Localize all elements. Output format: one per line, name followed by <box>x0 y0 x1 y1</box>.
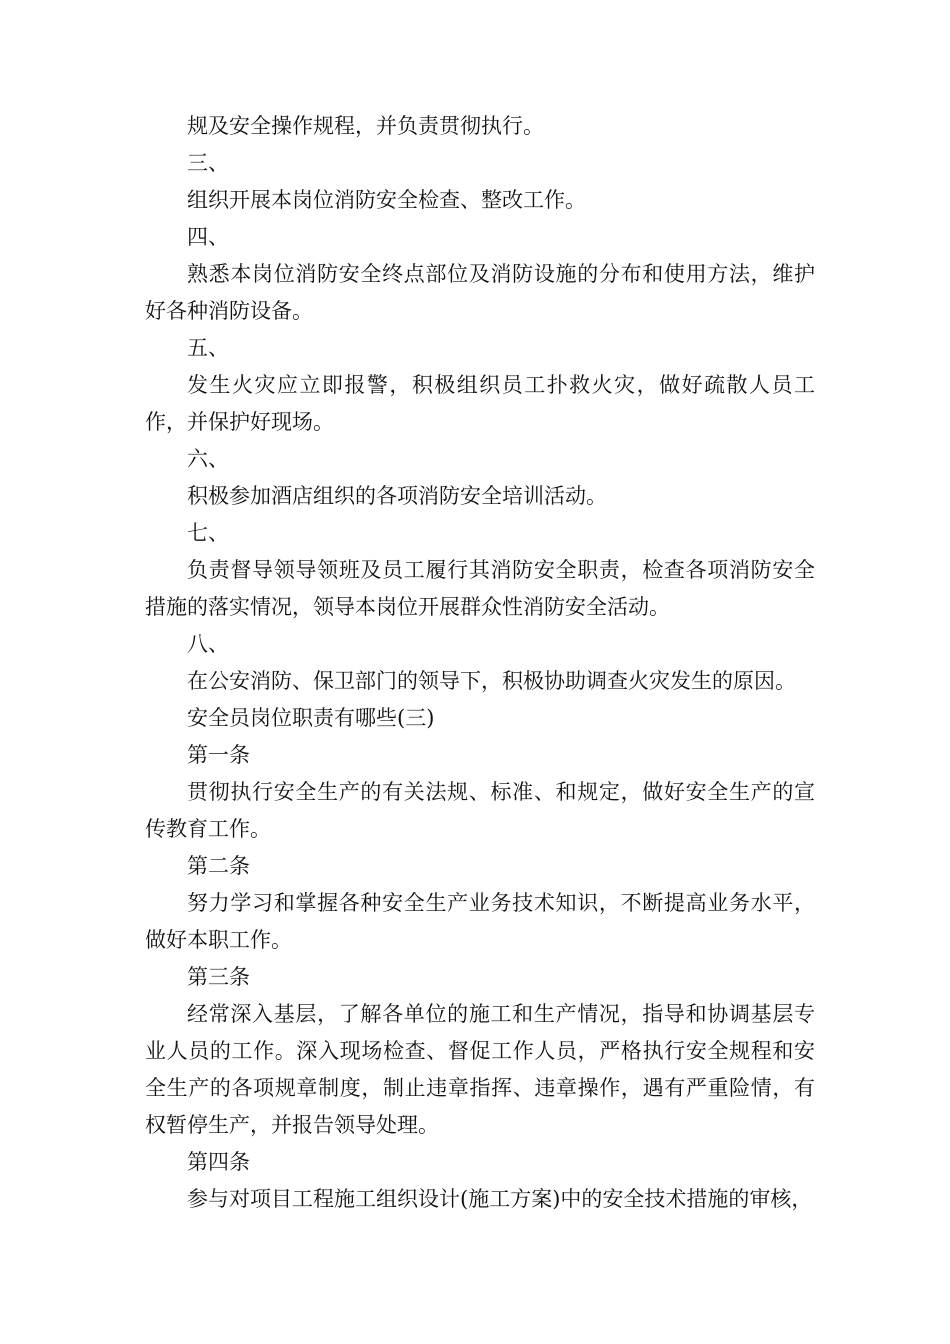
article-number: 第二条 <box>187 854 250 878</box>
paragraph: 贯彻执行安全生产的有关法规、标准、和规定，做好安全生产的宣传教育工作。 <box>145 780 815 841</box>
paragraph: 参与对项目工程施工组织设计(施工方案)中的安全技术措施的审核， <box>187 1187 813 1211</box>
article-number: 第四条 <box>187 1150 250 1174</box>
paragraph: 积极参加酒店组织的各项消防安全培训活动。 <box>187 484 607 508</box>
article-number: 第三条 <box>187 965 250 989</box>
section-number: 六、 <box>187 447 229 471</box>
paragraph: 负责督导领导领班及员工履行其消防安全职责，检查各项消防安全措施的落实情况，领导本岗位开展群众性消防安全活动。 <box>145 558 815 619</box>
section-number: 四、 <box>187 225 229 249</box>
paragraph: 在公安消防、保卫部门的领导下，积极协助调查火灾发生的原因。 <box>187 669 796 693</box>
paragraph: 规及安全操作规程，并负责贯彻执行。 <box>187 114 544 138</box>
paragraph: 努力学习和掌握各种安全生产业务技术知识，不断提高业务水平，做好本职工作。 <box>145 891 815 952</box>
paragraph: 组织开展本岗位消防安全检查、整改工作。 <box>187 188 586 212</box>
paragraph: 经常深入基层，了解各单位的施工和生产情况，指导和协调基层专业人员的工作。深入现场检查、督促工作人员，严格执行安全规程和安全生产的各项规章制度，制止违章指挥、违章操作，遇有严重险情，有权暂停生产，并报告领导处理。 <box>145 1002 815 1137</box>
section-number: 七、 <box>187 521 229 545</box>
section-number: 三、 <box>187 151 229 175</box>
paragraph: 发生火灾应立即报警，积极组织员工扑救火灾，做好疏散人员工作，并保护好现场。 <box>145 373 815 434</box>
article-number: 第一条 <box>187 743 250 767</box>
section-heading: 安全员岗位职责有哪些(三) <box>187 706 435 730</box>
section-number: 八、 <box>187 632 229 656</box>
section-number: 五、 <box>187 336 229 360</box>
paragraph: 熟悉本岗位消防安全终点部位及消防设施的分布和使用方法，维护好各种消防设备。 <box>145 262 815 323</box>
document-body <box>145 108 815 1218</box>
